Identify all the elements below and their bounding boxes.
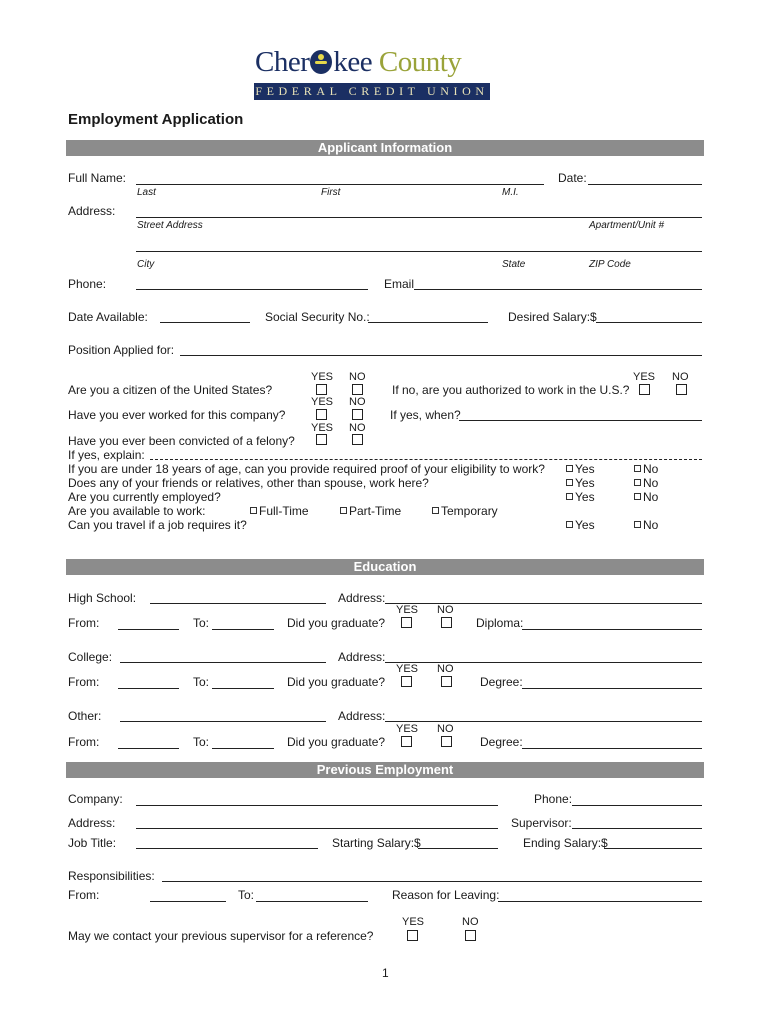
worked-no-checkbox[interactable] xyxy=(352,409,363,420)
ending-salary-field[interactable] xyxy=(604,848,702,849)
email-field[interactable] xyxy=(414,289,702,290)
employer-phone-label: Phone: xyxy=(534,792,573,806)
authorized-no-checkbox[interactable] xyxy=(676,384,687,395)
citizen-yes-checkbox[interactable] xyxy=(316,384,327,395)
responsibilities-label: Responsibilities: xyxy=(68,869,155,883)
under18-no-option[interactable]: No xyxy=(634,462,658,476)
other-from-field[interactable] xyxy=(118,748,179,749)
hs-address-field[interactable] xyxy=(385,603,702,604)
other-address-label: Address: xyxy=(338,709,386,723)
college-address-field[interactable] xyxy=(385,662,702,663)
other-address-field[interactable] xyxy=(385,721,702,722)
checkbox-icon xyxy=(432,507,439,514)
no-header: NO xyxy=(672,371,689,383)
last-caption: Last xyxy=(137,187,156,198)
travel-question: Can you travel if a job requires it? xyxy=(68,518,247,532)
section-header-employment: Previous Employment xyxy=(66,762,704,778)
no-header: NO xyxy=(349,396,366,408)
friends-question: Does any of your friends or relatives, other than spouse, work here? xyxy=(68,476,429,490)
employment-to-label: To: xyxy=(238,888,255,902)
no-header: NO xyxy=(462,916,479,928)
if-yes-explain-label: If yes, explain: xyxy=(68,448,145,462)
no-header: NO xyxy=(349,371,366,383)
worked-question: Have you ever worked for this company? xyxy=(68,408,286,422)
no-header: NO xyxy=(437,604,454,616)
other-degree-label: Degree: xyxy=(480,735,523,749)
checkbox-icon xyxy=(250,507,257,514)
desired-salary-field[interactable] xyxy=(596,322,702,323)
yes-header: YES xyxy=(396,663,419,675)
position-label: Position Applied for: xyxy=(68,343,175,357)
other-graduate-no-checkbox[interactable] xyxy=(441,736,452,747)
company-field[interactable] xyxy=(136,805,498,806)
contact-supervisor-question: May we contact your previous supervisor for a reference? xyxy=(68,929,374,943)
college-field[interactable] xyxy=(120,662,326,663)
ending-salary-label: Ending Salary:$ xyxy=(523,836,608,850)
checkbox-icon xyxy=(340,507,347,514)
reason-leaving-field[interactable] xyxy=(498,901,702,902)
college-from-label: From: xyxy=(68,675,100,689)
other-to-field[interactable] xyxy=(212,748,274,749)
felony-yes-checkbox[interactable] xyxy=(316,434,327,445)
friends-no-option[interactable]: No xyxy=(634,476,658,490)
date-label: Date: xyxy=(558,171,587,185)
diploma-field[interactable] xyxy=(522,629,702,630)
felony-question: Have you ever been convicted of a felony? xyxy=(68,434,295,448)
available-question: Are you available to work: xyxy=(68,504,206,518)
date-field[interactable] xyxy=(588,184,702,185)
no-header: NO xyxy=(437,723,454,735)
employed-no-option[interactable]: No xyxy=(634,490,658,504)
authorized-question: If no, are you authorized to work in the U.S.? xyxy=(392,383,630,397)
company-label: Company: xyxy=(68,792,123,806)
address-label: Address: xyxy=(68,204,116,218)
citizen-question: Are you a citizen of the United States? xyxy=(68,383,273,397)
job-title-field[interactable] xyxy=(136,848,318,849)
temporary-option[interactable]: Temporary xyxy=(432,504,498,518)
phone-label: Phone: xyxy=(68,277,107,291)
desired-salary-label: Desired Salary:$ xyxy=(508,310,597,324)
employer-address-label: Address: xyxy=(68,816,116,830)
college-from-field[interactable] xyxy=(118,688,179,689)
hs-from-field[interactable] xyxy=(118,629,179,630)
other-from-label: From: xyxy=(68,735,100,749)
yes-header: YES xyxy=(311,371,334,383)
hs-graduate-question: Did you graduate? xyxy=(287,616,386,630)
checkbox-icon xyxy=(634,465,641,472)
college-address-label: Address: xyxy=(338,650,386,664)
date-available-field[interactable] xyxy=(160,322,250,323)
checkbox-icon xyxy=(566,493,573,500)
contact-no-checkbox[interactable] xyxy=(465,930,476,941)
yes-header: YES xyxy=(633,371,656,383)
full-name-field[interactable] xyxy=(136,184,544,185)
citizen-no-checkbox[interactable] xyxy=(352,384,363,395)
city-state-zip-field[interactable] xyxy=(136,251,702,252)
ssn-label: Social Security No.: xyxy=(265,310,370,324)
job-title-label: Job Title: xyxy=(68,836,117,850)
checkbox-icon xyxy=(634,521,641,528)
if-yes-when-label: If yes, when? xyxy=(390,408,461,422)
city-caption: City xyxy=(137,259,155,270)
no-header: NO xyxy=(349,422,366,434)
hs-to-label: To: xyxy=(193,616,210,630)
starting-salary-label: Starting Salary:$ xyxy=(332,836,421,850)
yes-header: YES xyxy=(396,604,419,616)
checkbox-icon xyxy=(566,465,573,472)
full-name-label: Full Name: xyxy=(68,171,127,185)
hs-graduate-yes-checkbox[interactable] xyxy=(401,617,412,628)
travel-yes-option[interactable]: Yes xyxy=(566,518,595,532)
yes-header: YES xyxy=(311,422,334,434)
checkbox-icon xyxy=(634,493,641,500)
other-school-field[interactable] xyxy=(120,721,326,722)
travel-no-option[interactable]: No xyxy=(634,518,658,532)
zip-caption: ZIP Code xyxy=(589,259,631,270)
yes-header: YES xyxy=(311,396,334,408)
checkbox-icon xyxy=(566,479,573,486)
mi-caption: M.I. xyxy=(502,187,519,198)
college-graduate-yes-checkbox[interactable] xyxy=(401,676,412,687)
authorized-yes-checkbox[interactable] xyxy=(639,384,650,395)
hs-to-field[interactable] xyxy=(212,629,274,630)
friends-yes-option[interactable]: Yes xyxy=(566,476,595,490)
other-to-label: To: xyxy=(193,735,210,749)
apt-caption: Apartment/Unit # xyxy=(589,220,665,231)
under18-question: If you are under 18 years of age, can you provide required proof of your eligibility to work? xyxy=(68,462,545,476)
logo-figure-icon xyxy=(310,50,332,74)
date-available-label: Date Available: xyxy=(68,310,148,324)
college-to-label: To: xyxy=(193,675,210,689)
checkbox-icon xyxy=(634,479,641,486)
if-yes-when-field[interactable] xyxy=(459,420,702,421)
worked-yes-checkbox[interactable] xyxy=(316,409,327,420)
supervisor-field[interactable] xyxy=(572,828,702,829)
hs-address-label: Address: xyxy=(338,591,386,605)
full-time-option[interactable]: Full-Time xyxy=(250,504,309,518)
college-degree-label: Degree: xyxy=(480,675,523,689)
first-caption: First xyxy=(321,187,341,198)
college-label: College: xyxy=(68,650,113,664)
other-graduate-question: Did you graduate? xyxy=(287,735,386,749)
part-time-option[interactable]: Part-Time xyxy=(340,504,401,518)
section-header-education: Education xyxy=(66,559,704,575)
supervisor-label: Supervisor: xyxy=(511,816,572,830)
starting-salary-field[interactable] xyxy=(418,848,498,849)
employer-phone-field[interactable] xyxy=(572,805,702,806)
state-caption: State xyxy=(502,259,526,270)
employment-to-field[interactable] xyxy=(256,901,368,902)
under18-yes-option[interactable]: Yes xyxy=(566,462,595,476)
phone-field[interactable] xyxy=(136,289,368,290)
felony-no-checkbox[interactable] xyxy=(352,434,363,445)
college-graduate-question: Did you graduate? xyxy=(287,675,386,689)
street-address-field[interactable] xyxy=(136,217,702,218)
hs-from-label: From: xyxy=(68,616,100,630)
responsibilities-field[interactable] xyxy=(162,881,702,882)
employed-yes-option[interactable]: Yes xyxy=(566,490,595,504)
logo-subtitle: FEDERAL CREDIT UNION xyxy=(255,84,489,98)
position-field[interactable] xyxy=(180,355,702,356)
contact-yes-checkbox[interactable] xyxy=(407,930,418,941)
street-caption: Street Address xyxy=(137,220,203,231)
diploma-label: Diploma: xyxy=(476,616,524,630)
section-header-applicant: Applicant Information xyxy=(66,140,704,156)
other-degree-field[interactable] xyxy=(522,748,702,749)
ssn-field[interactable] xyxy=(368,322,488,323)
yes-header: YES xyxy=(402,916,425,928)
page-number: 1 xyxy=(382,966,389,980)
reason-leaving-label: Reason for Leaving: xyxy=(392,888,500,902)
college-to-field[interactable] xyxy=(212,688,274,689)
college-graduate-no-checkbox[interactable] xyxy=(441,676,452,687)
employed-question: Are you currently employed? xyxy=(68,490,221,504)
employment-from-label: From: xyxy=(68,888,100,902)
logo-wordmark: Cher kee County xyxy=(255,46,462,78)
hs-graduate-no-checkbox[interactable] xyxy=(441,617,452,628)
high-school-label: High School: xyxy=(68,591,137,605)
email-label: Email xyxy=(384,277,415,291)
employment-from-field[interactable] xyxy=(150,901,226,902)
employer-address-field[interactable] xyxy=(136,828,498,829)
page-title: Employment Application xyxy=(68,111,244,128)
no-header: NO xyxy=(437,663,454,675)
explain-field[interactable] xyxy=(150,459,702,460)
other-graduate-yes-checkbox[interactable] xyxy=(401,736,412,747)
other-school-label: Other: xyxy=(68,709,102,723)
checkbox-icon xyxy=(566,521,573,528)
college-degree-field[interactable] xyxy=(522,688,702,689)
high-school-field[interactable] xyxy=(150,603,326,604)
yes-header: YES xyxy=(396,723,419,735)
